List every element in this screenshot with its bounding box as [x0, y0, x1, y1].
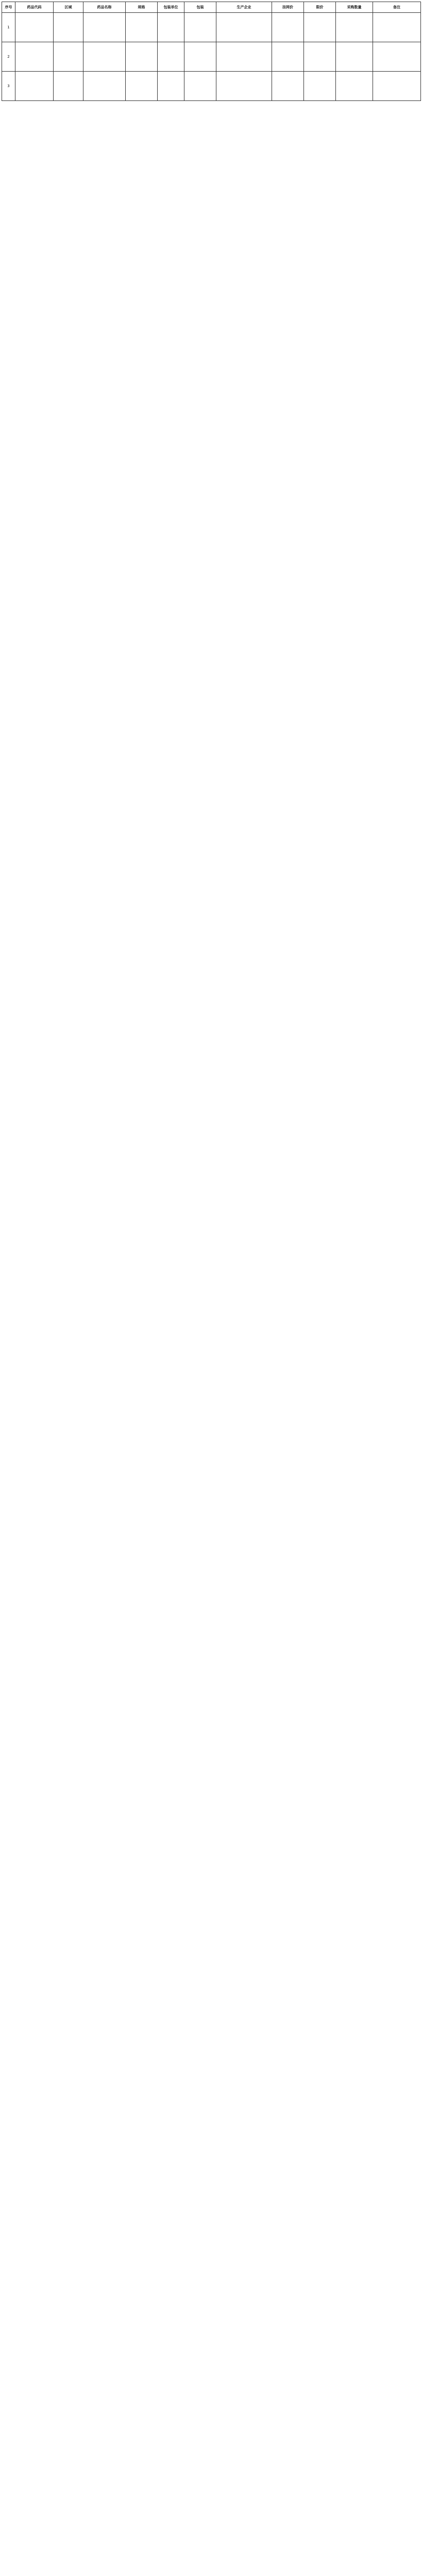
table-cell	[272, 13, 304, 42]
table-cell	[126, 72, 158, 101]
table-cell	[184, 13, 216, 42]
table-cell	[158, 72, 184, 101]
header-cell: 采购数量	[336, 2, 373, 13]
table-cell	[15, 72, 54, 101]
table-cell	[54, 72, 83, 101]
table-cell	[373, 13, 421, 42]
table-cell	[83, 42, 126, 72]
table-header-row	[2, 2, 421, 13]
table-cell	[336, 13, 373, 42]
table-cell	[216, 42, 272, 72]
header-cell: 区域	[54, 2, 83, 13]
table-cell	[216, 72, 272, 101]
header-cell: 限价	[304, 2, 336, 13]
table-cell	[54, 13, 83, 42]
table-cell	[184, 72, 216, 101]
table-cell	[336, 42, 373, 72]
table-cell	[373, 42, 421, 72]
table-cell	[272, 72, 304, 101]
table-cell	[272, 42, 304, 72]
table-cell	[304, 72, 336, 101]
header-cell: 包装单位	[158, 2, 184, 13]
table-cell: 1	[2, 13, 15, 42]
table-cell	[184, 42, 216, 72]
table-cell	[54, 42, 83, 72]
table-row	[2, 72, 421, 101]
header-cell: 序号	[2, 2, 15, 13]
header-cell: 药品代码	[15, 2, 54, 13]
table-cell: 2	[2, 42, 15, 72]
table-body	[2, 13, 421, 101]
header-cell: 挂网价	[272, 2, 304, 13]
table-cell: 3	[2, 72, 15, 101]
table-cell	[216, 13, 272, 42]
header-cell: 包装	[184, 2, 216, 13]
header-cell: 生产企业	[216, 2, 272, 13]
table-cell	[158, 13, 184, 42]
header-cell: 药品名称	[83, 2, 126, 13]
table-cell	[336, 72, 373, 101]
table-row	[2, 13, 421, 42]
document-page	[2, 2, 420, 101]
table-row	[2, 42, 421, 72]
table-cell	[304, 13, 336, 42]
table-cell	[15, 42, 54, 72]
table-cell	[126, 42, 158, 72]
table-cell	[15, 13, 54, 42]
header-cell: 备注	[373, 2, 421, 13]
table-cell	[83, 13, 126, 42]
table-cell	[304, 42, 336, 72]
data-table	[2, 2, 421, 101]
table-cell	[158, 42, 184, 72]
table-cell	[373, 72, 421, 101]
table-cell	[83, 72, 126, 101]
header-cell: 规格	[126, 2, 158, 13]
table-cell	[126, 13, 158, 42]
